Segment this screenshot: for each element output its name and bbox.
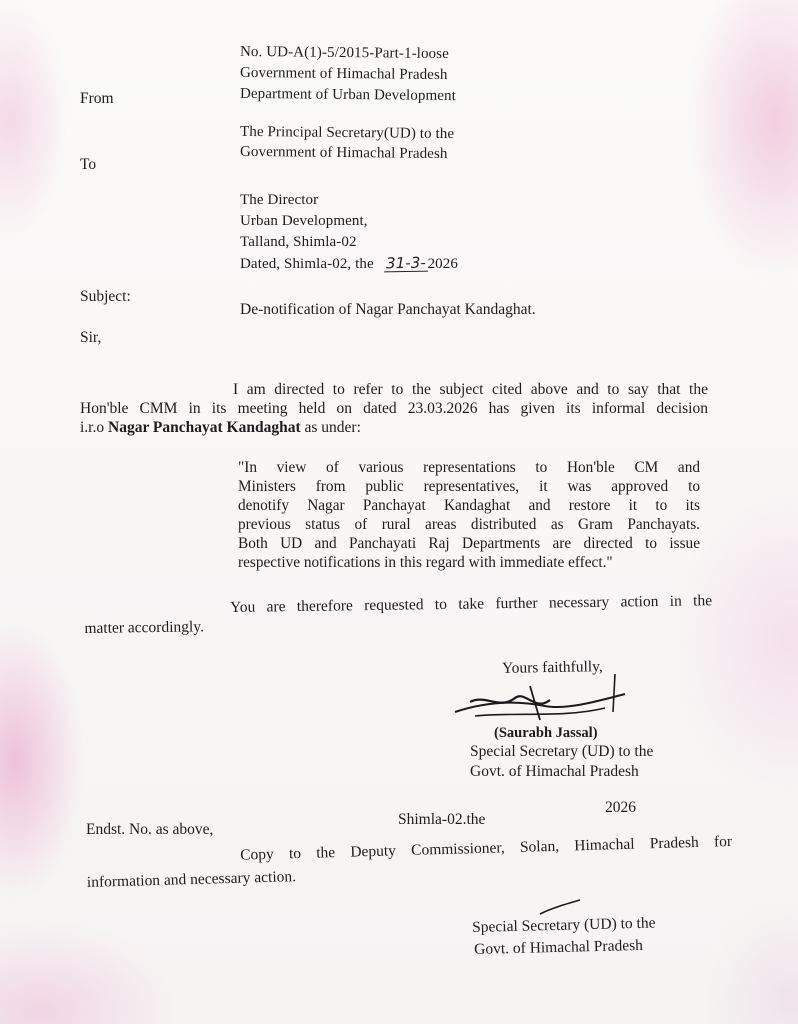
- decision-quote: [238, 458, 700, 572]
- to-line-2: Urban Development,: [240, 213, 368, 229]
- quote-line-5: Both UD and Panchayati Raj Departments are directed to issue: [238, 535, 700, 552]
- dated-prefix: Dated, Shimla-02, the: [240, 256, 374, 272]
- body-paragraph: [80, 380, 708, 437]
- copy-paragraph: [86, 832, 733, 892]
- signatory-name: (Saurabh Jassal): [494, 725, 598, 741]
- endorsement-year: 2026: [605, 799, 636, 816]
- request-paragraph: [84, 591, 712, 638]
- endorsement-place: Shimla-02.the: [398, 811, 486, 828]
- closing-text: Yours faithfully,: [501, 658, 603, 677]
- quote-line-3: denotify Nagar Panchayat Kandaghat and restore it to its: [238, 497, 700, 514]
- body-line-3: [80, 418, 708, 437]
- quote-line-4: previous status of rural areas distributed as Gram Panchayats.: [238, 516, 700, 533]
- signatory-designation-1: Special Secretary (UD) to the: [470, 743, 654, 760]
- endorsement-number: Endst. No. as above,: [86, 821, 214, 838]
- body-line-1: I am directed to refer to the subject cited above and to say that the: [233, 381, 708, 398]
- signature-scribble: [445, 672, 645, 732]
- from-label: From: [80, 90, 114, 107]
- subject-label: Subject:: [80, 288, 131, 305]
- request-line-1: You are therefore requested to take further necessary action in the: [229, 592, 713, 616]
- reference-number: No. UD-A(1)-5/2015-Part-1-loose: [239, 43, 449, 63]
- body-line-3-bold: Nagar Panchayat Kandaghat: [108, 419, 301, 436]
- copy-designation-2: Govt. of Himachal Pradesh: [473, 936, 644, 958]
- dated-line: [240, 253, 458, 273]
- department-line: Department of Urban Development: [239, 85, 457, 105]
- to-label: To: [80, 156, 97, 173]
- initial-mark: [536, 898, 586, 918]
- copy-designation-1: Special Secretary (UD) to the: [471, 914, 656, 936]
- handwritten-date: 31-3-: [385, 253, 426, 273]
- body-line-3-prefix: i.r.o: [80, 419, 105, 436]
- quote-line-2: Ministers from public representatives, it was approved to: [238, 478, 700, 495]
- salutation: Sir,: [80, 329, 102, 346]
- signatory-designation-2: Govt. of Himachal Pradesh: [470, 763, 639, 780]
- quote-line-6: respective notifications in this regard with immediate effect.": [238, 554, 613, 571]
- copy-line-1: Copy to the Deputy Commissioner, Solan, Himachal Pradesh for: [239, 832, 733, 864]
- copy-line-2: information and necessary action.: [86, 868, 297, 891]
- from-line-2: Government of Himachal Pradesh: [239, 143, 448, 163]
- to-line-3: Talland, Shimla-02: [240, 234, 357, 250]
- body-line-2: Hon'ble CMM in its meeting held on dated 23.03.2026 has given its informal decision: [80, 400, 708, 417]
- from-line-1: The Principal Secretary(UD) to the: [239, 123, 455, 143]
- government-line: Government of Himachal Pradesh: [239, 64, 448, 84]
- quote-line-1: "In view of various representations to Hon'ble CM and: [238, 459, 700, 476]
- subject-text: De-notification of Nagar Panchayat Kandaghat.: [240, 301, 536, 318]
- to-line-1: The Director: [240, 192, 319, 208]
- dated-year: 2026: [427, 256, 458, 272]
- body-line-3-suffix: as under:: [304, 419, 361, 436]
- request-line-2: matter accordingly.: [84, 618, 205, 637]
